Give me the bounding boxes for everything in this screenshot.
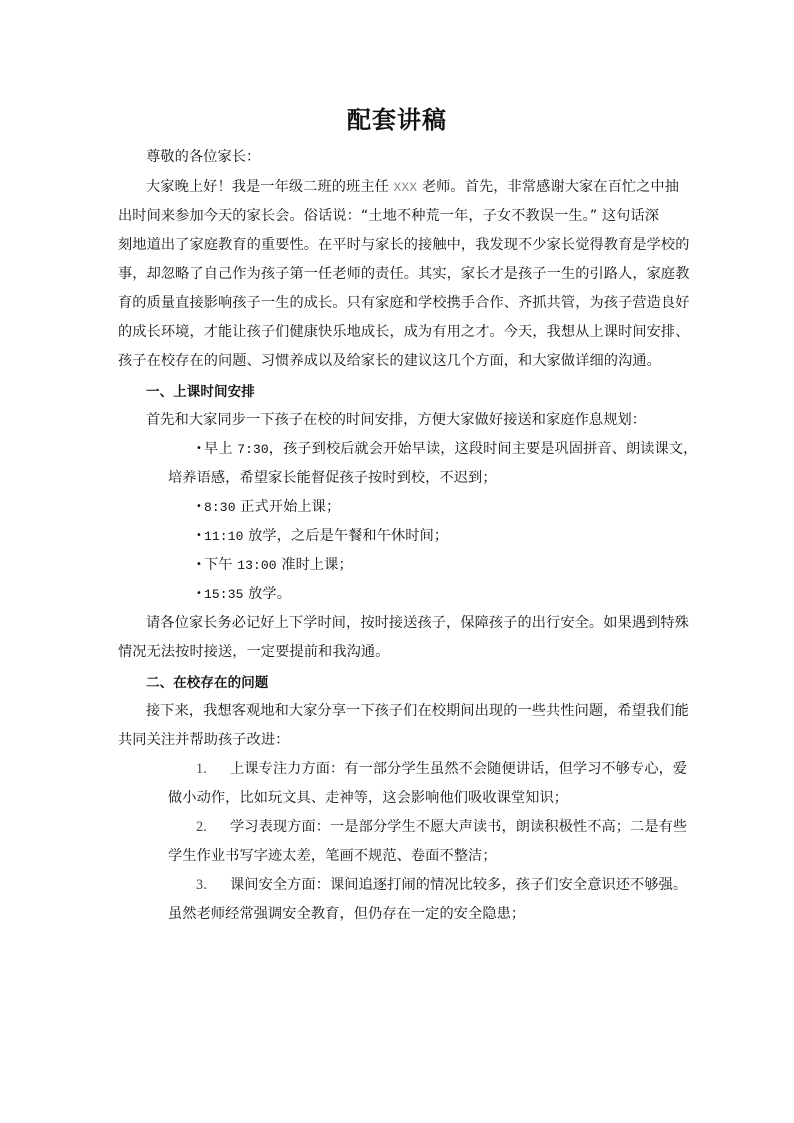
bullet-time: 7:30 — [237, 442, 269, 457]
schedule-note-line-1: 请各位家长务必记好上下学时间，按时接送孩子，保障孩子的出行安全。如果遇到特殊 — [146, 615, 689, 631]
issue-item-3-continued: 虽然老师经常强调安全教育，但仍存在一定的安全隐患； — [168, 906, 526, 922]
item-text: 上课专注力方面：有一部分学生虽然不会随便讲话，但学习不够专心，爱 — [230, 761, 688, 777]
bullet-icon: • — [196, 559, 202, 570]
bullet-time: 11:10 — [204, 529, 244, 544]
schedule-bullet-3 — [196, 525, 448, 545]
item-text: 学习表现方面：一是部分学生不愿大声读书，朗读积极性不高；二是有些 — [230, 819, 688, 835]
intro-text: 老师。首先，非常感谢大家在百忙之中抽 — [417, 179, 680, 195]
bullet-icon: • — [196, 588, 202, 599]
intro-text: 大家晚上好！我是一年级二班的班主任 — [146, 179, 394, 195]
bullet-text: ，孩子到校后就会开始早读，这段时间主要是巩固拼音、朗读课文， — [268, 441, 698, 457]
bullet-time: 15:35 — [204, 587, 244, 602]
bullet-icon: • — [196, 443, 202, 454]
intro-line-4: 事，却忽略了自己作为孩子第一任老师的责任。其实，家长才是孩子一生的引路人，家庭教 — [118, 266, 690, 282]
intro-line-1 — [146, 176, 679, 196]
intro-line-5: 育的质量直接影响孩子一生的成长。只有家庭和学校携手合作、齐抓共管，为孩子营造良好 — [118, 295, 690, 311]
bullet-text: 放学，之后是午餐和午休时间； — [243, 528, 449, 544]
bullet-time: 13:00 — [237, 558, 277, 573]
section-1-lead: 首先和大家同步一下孩子在校的时间安排，方便大家做好接送和家庭作息规划： — [146, 412, 647, 428]
bullet-text: 正式开始上课； — [235, 499, 341, 515]
intro-line-7: 孩子在校存在的问题、习惯养成以及给家长的建议这几个方面，和大家做详细的沟通。 — [118, 353, 661, 369]
bullet-prefix: 下午 — [204, 557, 238, 573]
section-2-lead-line-2: 共同关注并帮助孩子改进： — [118, 732, 290, 748]
salutation: 尊敬的各位家长： — [146, 149, 261, 165]
section-2-heading: 二、在校存在的问题 — [146, 675, 269, 691]
section-2-lead-line-1: 接下来，我想客观地和大家分享一下孩子们在校期间出现的一些共性问题，希望我们能 — [146, 703, 689, 719]
schedule-bullet-2 — [196, 496, 340, 516]
bullet-prefix: 早上 — [204, 441, 238, 457]
bullet-icon: • — [196, 530, 202, 541]
intro-line-6: 的成长环境，才能让孩子们健康快乐地成长，成为有用之才。今天，我想从上课时间安排、 — [118, 324, 690, 340]
intro-line-3: 刻地道出了家庭教育的重要性。在平时与家长的接触中，我发现不少家长觉得教育是学校的 — [118, 237, 690, 253]
section-1-heading: 一、上课时间安排 — [146, 384, 255, 400]
schedule-bullet-4 — [196, 554, 353, 574]
issue-item-2 — [196, 816, 687, 836]
teacher-name-placeholder: XXX — [393, 180, 418, 195]
item-number: 1. — [196, 761, 207, 777]
item-number: 2. — [196, 819, 207, 835]
issue-item-1 — [196, 758, 687, 778]
issue-item-1-continued: 做小动作，比如玩文具、走神等，这会影响他们吸收课堂知识； — [168, 790, 569, 806]
bullet-icon: • — [196, 501, 202, 512]
issue-item-3 — [196, 874, 687, 894]
schedule-bullet-5 — [196, 583, 291, 603]
bullet-time: 8:30 — [204, 500, 236, 515]
document-title: 配套讲稿 — [347, 105, 447, 134]
item-number: 3. — [196, 877, 207, 893]
bullet-text: 准时上课； — [276, 557, 353, 573]
bullet-text: 放学。 — [243, 586, 291, 602]
schedule-note-line-2: 情况无法按时接送，一定要提前和我沟通。 — [118, 644, 390, 660]
intro-line-2: 出时间来参加今天的家长会。俗话说：“土地不种荒一年，子女不教误一生。” 这句话深 — [118, 208, 660, 224]
schedule-bullet-1 — [196, 438, 697, 458]
issue-item-2-continued: 学生作业书写字迹太差，笔画不规范、卷面不整洁； — [168, 848, 497, 864]
item-text: 课间安全方面：课间追逐打闹的情况比较多，孩子们安全意识还不够强。 — [230, 877, 688, 893]
schedule-bullet-1-continued: 培养语感，希望家长能督促孩子按时到校，不迟到； — [168, 470, 497, 486]
